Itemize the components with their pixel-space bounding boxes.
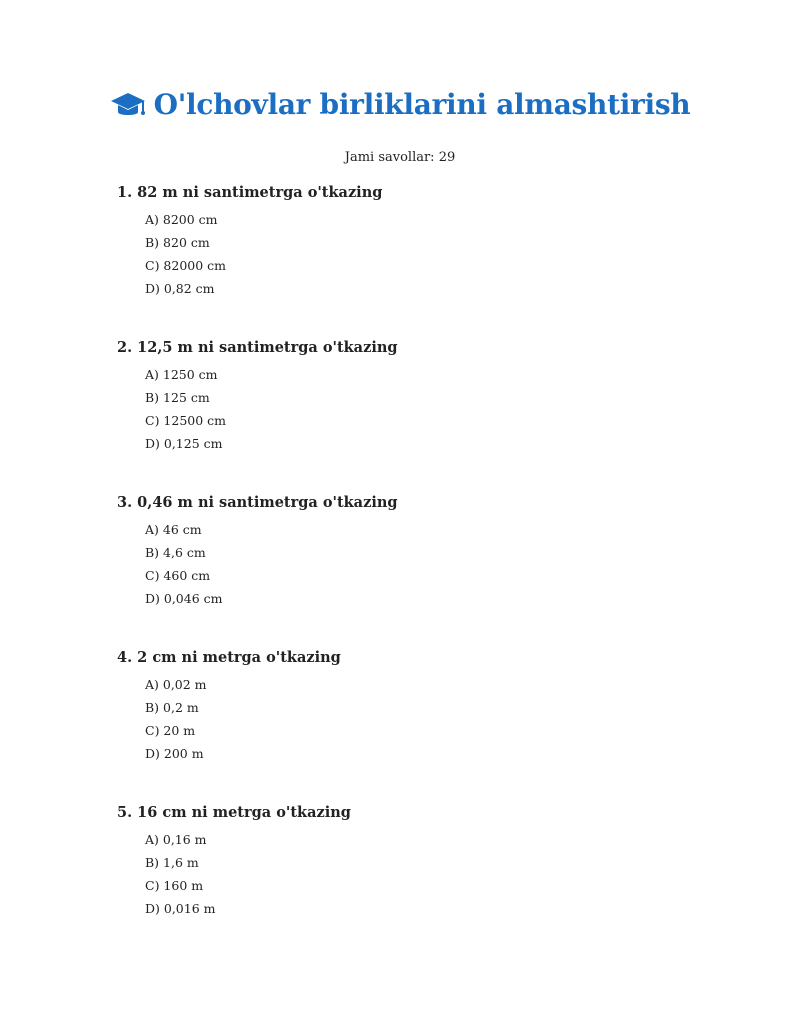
question-item — [117, 492, 717, 610]
page-title: O'lchovlar birliklarini almashtirish — [153, 88, 691, 121]
graduation-cap-icon — [110, 90, 146, 120]
total-questions-label: Jami savollar: 29 — [344, 150, 456, 165]
answer-option-d: D) 200 m — [145, 746, 204, 761]
answer-option-c: C) 160 m — [145, 878, 204, 893]
answer-option-d: D) 0,046 cm — [145, 591, 223, 606]
answer-option-c: C) 12500 cm — [145, 413, 227, 428]
answer-options — [117, 673, 717, 765]
answer-option-c: C) 20 m — [145, 723, 196, 738]
answer-options — [117, 518, 717, 610]
question-title: 2. 12,5 m ni santimetrga o'tkazing — [117, 339, 398, 356]
answer-options — [117, 208, 717, 300]
question-item — [117, 182, 717, 300]
answer-option-b: B) 4,6 cm — [145, 545, 206, 560]
question-title: 1. 82 m ni santimetrga o'tkazing — [117, 184, 383, 201]
answer-option-d: D) 0,125 cm — [145, 436, 223, 451]
question-item — [117, 647, 717, 765]
answer-option-a: A) 0,02 m — [145, 677, 207, 692]
question-title: 4. 2 cm ni metrga o'tkazing — [117, 649, 341, 666]
answer-option-b: B) 820 cm — [145, 235, 210, 250]
question-list — [117, 182, 717, 957]
answer-option-a: A) 46 cm — [145, 522, 202, 537]
answer-option-c: C) 82000 cm — [145, 258, 227, 273]
answer-option-b: B) 1,6 m — [145, 855, 199, 870]
answer-option-b: B) 0,2 m — [145, 700, 199, 715]
answer-option-c: C) 460 cm — [145, 568, 211, 583]
answer-option-a: A) 1250 cm — [145, 367, 218, 382]
answer-options — [117, 363, 717, 455]
question-title: 3. 0,46 m ni santimetrga o'tkazing — [117, 494, 398, 511]
answer-option-a: A) 8200 cm — [145, 212, 218, 227]
page-header — [0, 88, 800, 121]
answer-option-a: A) 0,16 m — [145, 832, 207, 847]
question-item — [117, 337, 717, 455]
answer-option-b: B) 125 cm — [145, 390, 210, 405]
question-title: 5. 16 cm ni metrga o'tkazing — [117, 804, 351, 821]
question-item — [117, 802, 717, 920]
answer-option-d: D) 0,016 m — [145, 901, 216, 916]
answer-option-d: D) 0,82 cm — [145, 281, 215, 296]
answer-options — [117, 828, 717, 920]
